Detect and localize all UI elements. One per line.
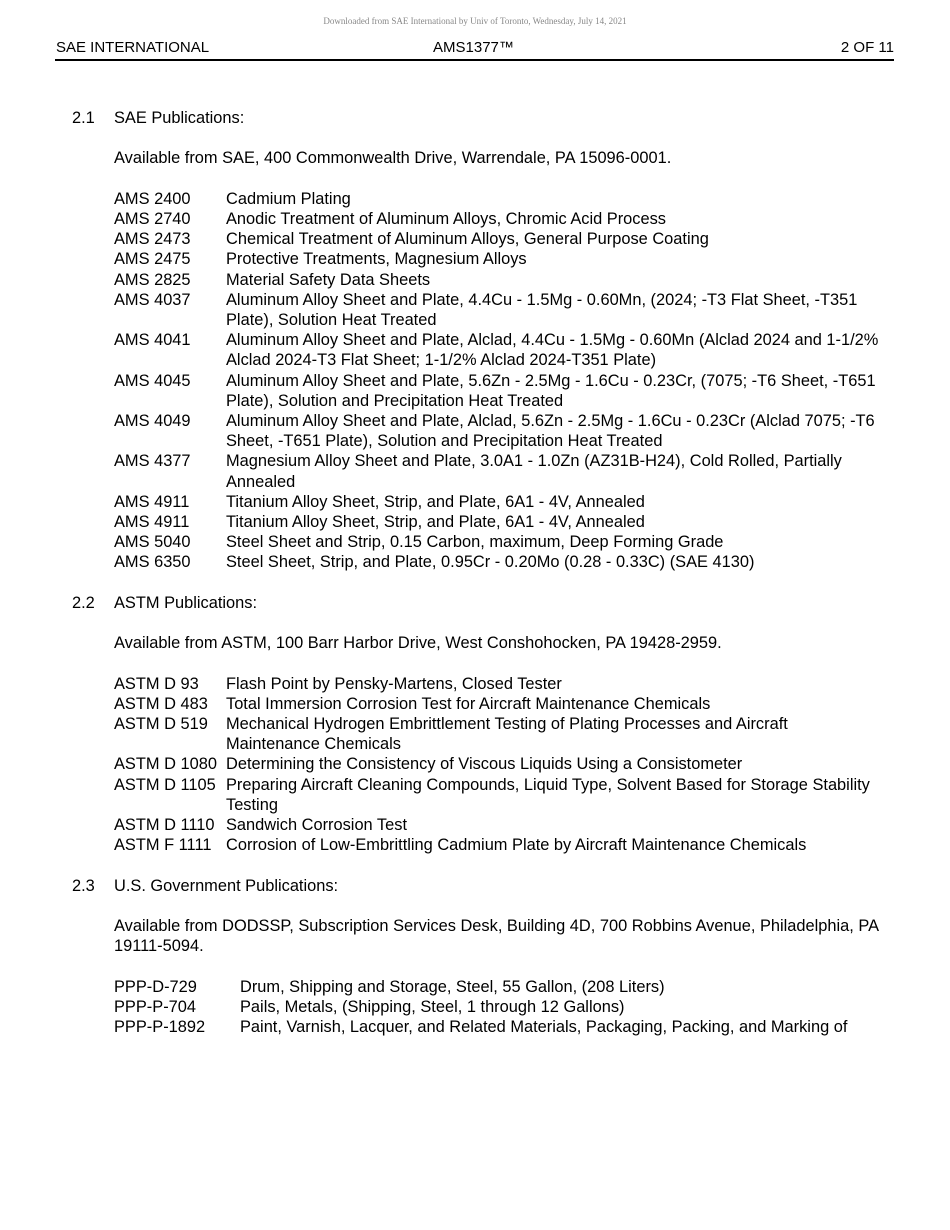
availability-note: Available from ASTM, 100 Barr Harbor Drive, West Conshohocken, PA 19428-2959. <box>114 634 722 653</box>
section-number: 2.1 <box>72 109 95 127</box>
reference-title: Determining the Consistency of Viscous Liquids Using a Consistometer <box>226 755 743 774</box>
reference-title: Aluminum Alloy Sheet and Plate, 5.6Zn - 2.5Mg - 1.6Cu - 0.23Cr, (7075; -T6 Sheet, -T651 Plate), Solution and Precipitation Heat Treated <box>226 371 876 410</box>
reference-item <box>114 209 882 229</box>
reference-title: Total Immersion Corrosion Test for Aircraft Maintenance Chemicals <box>226 694 711 713</box>
section-number: 2.2 <box>72 593 95 612</box>
reference-code: ASTM D 1110 <box>114 816 215 835</box>
section-number: 2.3 <box>72 876 95 895</box>
reference-item <box>114 189 882 209</box>
reference-title: Material Safety Data Sheets <box>226 270 431 289</box>
reference-title: Chemical Treatment of Aluminum Alloys, General Purpose Coating <box>226 230 709 249</box>
reference-code: AMS 2400 <box>114 189 191 208</box>
reference-code: AMS 4037 <box>114 290 191 309</box>
reference-code: AMS 2473 <box>114 230 191 249</box>
reference-code: AMS 4377 <box>114 452 191 471</box>
header-publisher: SAE INTERNATIONAL <box>56 39 210 56</box>
reference-title: Steel Sheet, Strip, and Plate, 0.95Cr - 0.20Mo (0.28 - 0.33C) (SAE 4130) <box>226 553 755 572</box>
reference-title: Sandwich Corrosion Test <box>226 816 407 835</box>
reference-code: PPP-P-704 <box>114 997 196 1016</box>
section-astm-publications <box>72 593 882 856</box>
availability-note: Available from DODSSP, Subscription Services Desk, Building 4D, 700 Robbins Avenue, Philadelphia, PA 19111-5094. <box>114 917 879 956</box>
reference-code: ASTM D 519 <box>114 715 208 734</box>
reference-code: AMS 4045 <box>114 371 191 390</box>
reference-code: AMS 4041 <box>114 331 191 350</box>
reference-code: AMS 4911 <box>114 513 190 532</box>
reference-title: Magnesium Alloy Sheet and Plate, 3.0A1 - 1.0Zn (AZ31B-H24), Cold Rolled, Partially Annealed <box>226 452 842 491</box>
reference-title: Steel Sheet and Strip, 0.15 Carbon, maximum, Deep Forming Grade <box>226 533 724 552</box>
reference-list <box>114 674 882 856</box>
reference-title: Preparing Aircraft Cleaning Compounds, Liquid Type, Solvent Based for Storage Stability Testing <box>226 775 870 814</box>
section-title: U.S. Government Publications: <box>114 876 339 895</box>
section-title: ASTM Publications: <box>114 593 258 612</box>
section-title: SAE Publications: <box>114 109 245 127</box>
reference-item <box>114 411 882 451</box>
reference-code: AMS 2740 <box>114 209 191 228</box>
section-us-government-publications <box>72 876 882 1038</box>
reference-item <box>114 674 882 694</box>
reference-code: AMS 5040 <box>114 533 191 552</box>
reference-item <box>114 1017 882 1037</box>
reference-item <box>114 229 882 249</box>
reference-title: Aluminum Alloy Sheet and Plate, 4.4Cu - 1.5Mg - 0.60Mn, (2024; -T3 Flat Sheet, -T351 Plate), Solution Heat Treated <box>226 290 858 329</box>
reference-title: Titanium Alloy Sheet, Strip, and Plate, 6A1 - 4V, Annealed <box>226 492 645 511</box>
header-document-id: AMS1377™ <box>433 39 514 56</box>
reference-item <box>114 775 882 815</box>
download-watermark: Downloaded from SAE International by Univ of Toronto, Wednesday, July 14, 2021 <box>323 16 627 26</box>
reference-code: ASTM D 483 <box>114 694 208 713</box>
reference-code: AMS 2825 <box>114 270 191 289</box>
reference-item <box>114 492 882 512</box>
reference-item <box>114 270 882 290</box>
reference-item <box>114 290 882 330</box>
reference-title: Drum, Shipping and Storage, Steel, 55 Gallon, (208 Liters) <box>240 977 665 996</box>
reference-item <box>114 835 882 855</box>
reference-item <box>114 371 882 411</box>
reference-item <box>114 532 882 552</box>
reference-title: Protective Treatments, Magnesium Alloys <box>226 250 527 269</box>
reference-title: Cadmium Plating <box>226 189 351 208</box>
reference-title: Aluminum Alloy Sheet and Plate, Alclad, 5.6Zn - 2.5Mg - 1.6Cu - 0.23Cr (Alclad 7075; -T6 Sheet, -T651 Plate), Solution and Precipitation Heat Treated <box>226 412 875 451</box>
reference-item <box>114 694 882 714</box>
page-header <box>55 38 894 61</box>
reference-code: ASTM F 1111 <box>114 836 212 855</box>
reference-title: Anodic Treatment of Aluminum Alloys, Chromic Acid Process <box>226 209 666 228</box>
reference-list <box>114 977 882 1038</box>
reference-item <box>114 977 882 997</box>
reference-title: Mechanical Hydrogen Embrittlement Testing of Plating Processes and Aircraft Maintenance Chemicals <box>226 715 788 754</box>
reference-list <box>114 189 882 573</box>
reference-item <box>114 330 882 370</box>
reference-item <box>114 451 882 491</box>
reference-code: AMS 2475 <box>114 250 191 269</box>
reference-code: PPP-D-729 <box>114 977 197 996</box>
reference-item <box>114 249 882 269</box>
section-sae-publications <box>72 108 882 573</box>
reference-title: Titanium Alloy Sheet, Strip, and Plate, 6A1 - 4V, Annealed <box>226 513 645 532</box>
reference-title: Flash Point by Pensky-Martens, Closed Tester <box>226 674 562 693</box>
reference-code: AMS 6350 <box>114 553 191 572</box>
section-heading <box>72 593 882 613</box>
reference-item <box>114 815 882 835</box>
reference-code: ASTM D 1105 <box>114 775 216 794</box>
document-body <box>72 108 882 1057</box>
reference-code: PPP-P-1892 <box>114 1018 206 1037</box>
reference-item <box>114 714 882 754</box>
section-heading <box>72 876 882 896</box>
reference-code: ASTM D 93 <box>114 674 199 693</box>
reference-item <box>114 512 882 532</box>
reference-title: Paint, Varnish, Lacquer, and Related Materials, Packaging, Packing, and Marking of <box>240 1018 848 1037</box>
reference-title: Pails, Metals, (Shipping, Steel, 1 through 12 Gallons) <box>240 997 625 1016</box>
section-heading <box>72 108 882 128</box>
reference-code: ASTM D 1080 <box>114 755 217 774</box>
header-page-number: 2 OF 11 <box>840 39 894 56</box>
reference-code: AMS 4911 <box>114 492 190 511</box>
reference-item <box>114 754 882 774</box>
reference-item <box>114 552 882 572</box>
reference-code: AMS 4049 <box>114 412 191 431</box>
availability-note: Available from SAE, 400 Commonwealth Drive, Warrendale, PA 15096-0001. <box>114 149 672 168</box>
reference-title: Corrosion of Low-Embrittling Cadmium Plate by Aircraft Maintenance Chemicals <box>226 836 807 855</box>
reference-item <box>114 997 882 1017</box>
reference-title: Aluminum Alloy Sheet and Plate, Alclad, 4.4Cu - 1.5Mg - 0.60Mn (Alclad 2024 and 1-1/2% Alclad 2024-T3 Flat Sheet; 1-1/2% Alclad 2024-T351 Plate) <box>226 331 879 370</box>
